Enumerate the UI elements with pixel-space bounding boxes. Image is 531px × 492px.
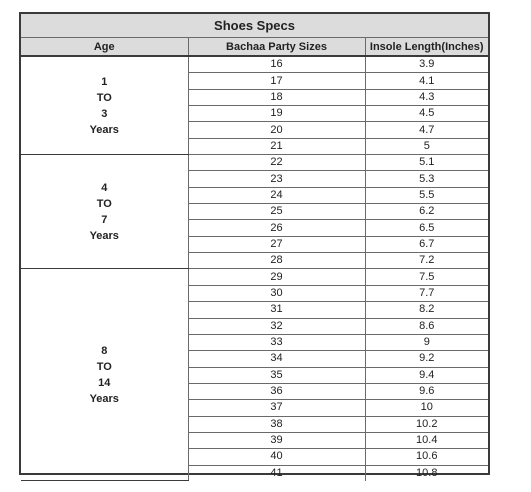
size-cell: 29 (188, 269, 365, 285)
header-row (21, 38, 488, 56)
insole-length-cell: 4.3 (365, 89, 488, 105)
insole-length-cell: 4.1 (365, 73, 488, 89)
age-range-line: 1 (101, 75, 108, 88)
size-cell: 31 (188, 302, 365, 318)
age-range-line: Years (89, 392, 119, 405)
size-cell: 30 (188, 285, 365, 301)
insole-length-cell: 10 (365, 400, 488, 416)
age-range-line: 4 (101, 181, 108, 194)
age-range-line: TO (96, 91, 112, 104)
insole-length-cell: 7.7 (365, 285, 488, 301)
size-cell: 27 (188, 236, 365, 252)
size-cell: 38 (188, 416, 365, 432)
insole-length-cell: 9.2 (365, 351, 488, 367)
age-column-header: Age (21, 38, 188, 56)
insole-length-cell: 8.2 (365, 302, 488, 318)
insole-length-cell: 10.2 (365, 416, 488, 432)
insole-length-cell: 10.4 (365, 432, 488, 448)
age-range-line: TO (96, 197, 112, 210)
size-cell: 35 (188, 367, 365, 383)
shoe-size-table (21, 38, 488, 481)
age-range-line: 7 (101, 213, 108, 226)
age-range-cell (21, 269, 188, 481)
size-cell: 36 (188, 383, 365, 399)
size-cell: 22 (188, 155, 365, 171)
size-cell: 16 (188, 56, 365, 73)
size-cell: 25 (188, 204, 365, 220)
age-range-cell (21, 56, 188, 155)
insole-length-cell: 10.6 (365, 449, 488, 465)
size-cell: 37 (188, 400, 365, 416)
age-range-line: Years (89, 229, 119, 242)
size-cell: 18 (188, 89, 365, 105)
insole-length-cell: 6.7 (365, 236, 488, 252)
insole-length-cell: 3.9 (365, 56, 488, 73)
insole-length-cell: 6.5 (365, 220, 488, 236)
age-range-line: TO (96, 360, 112, 373)
insole-length-cell: 7.5 (365, 269, 488, 285)
insole-length-cell: 5.5 (365, 187, 488, 203)
insole-length-cell: 8.6 (365, 318, 488, 334)
size-cell: 28 (188, 253, 365, 269)
size-cell: 41 (188, 465, 365, 481)
insole-column-header: Insole Length(Inches) (365, 38, 488, 56)
table-body (21, 56, 488, 481)
insole-length-cell: 7.2 (365, 253, 488, 269)
insole-length-cell: 5 (365, 138, 488, 154)
size-cell: 23 (188, 171, 365, 187)
size-cell: 33 (188, 334, 365, 350)
age-range-line: 8 (101, 344, 108, 357)
table-row (21, 269, 488, 285)
age-range-cell (21, 155, 188, 269)
size-cell: 24 (188, 187, 365, 203)
table-row (21, 56, 488, 73)
size-cell: 20 (188, 122, 365, 138)
size-cell: 26 (188, 220, 365, 236)
size-cell: 34 (188, 351, 365, 367)
table-title: Shoes Specs (21, 14, 488, 38)
size-cell: 21 (188, 138, 365, 154)
size-column-header: Bachaa Party Sizes (188, 38, 365, 56)
table-row (21, 155, 488, 171)
insole-length-cell: 9.6 (365, 383, 488, 399)
size-cell: 39 (188, 432, 365, 448)
size-cell: 17 (188, 73, 365, 89)
insole-length-cell: 10.8 (416, 466, 438, 479)
insole-length-cell: 5.3 (365, 171, 488, 187)
insole-length-cell: 4.7 (365, 122, 488, 138)
age-range-line: Years (89, 123, 119, 136)
size-cell: 19 (188, 106, 365, 122)
age-range-line: 3 (101, 107, 108, 120)
insole-length-cell: 9 (365, 334, 488, 350)
insole-length-cell: 4.5 (365, 106, 488, 122)
age-range-line: 14 (98, 376, 111, 389)
size-cell: 32 (188, 318, 365, 334)
insole-length-cell: 6.2 (365, 204, 488, 220)
insole-length-cell: 9.4 (365, 367, 488, 383)
spec-sheet (19, 12, 490, 479)
insole-length-cell: 5.1 (365, 155, 488, 171)
size-cell: 40 (188, 449, 365, 465)
